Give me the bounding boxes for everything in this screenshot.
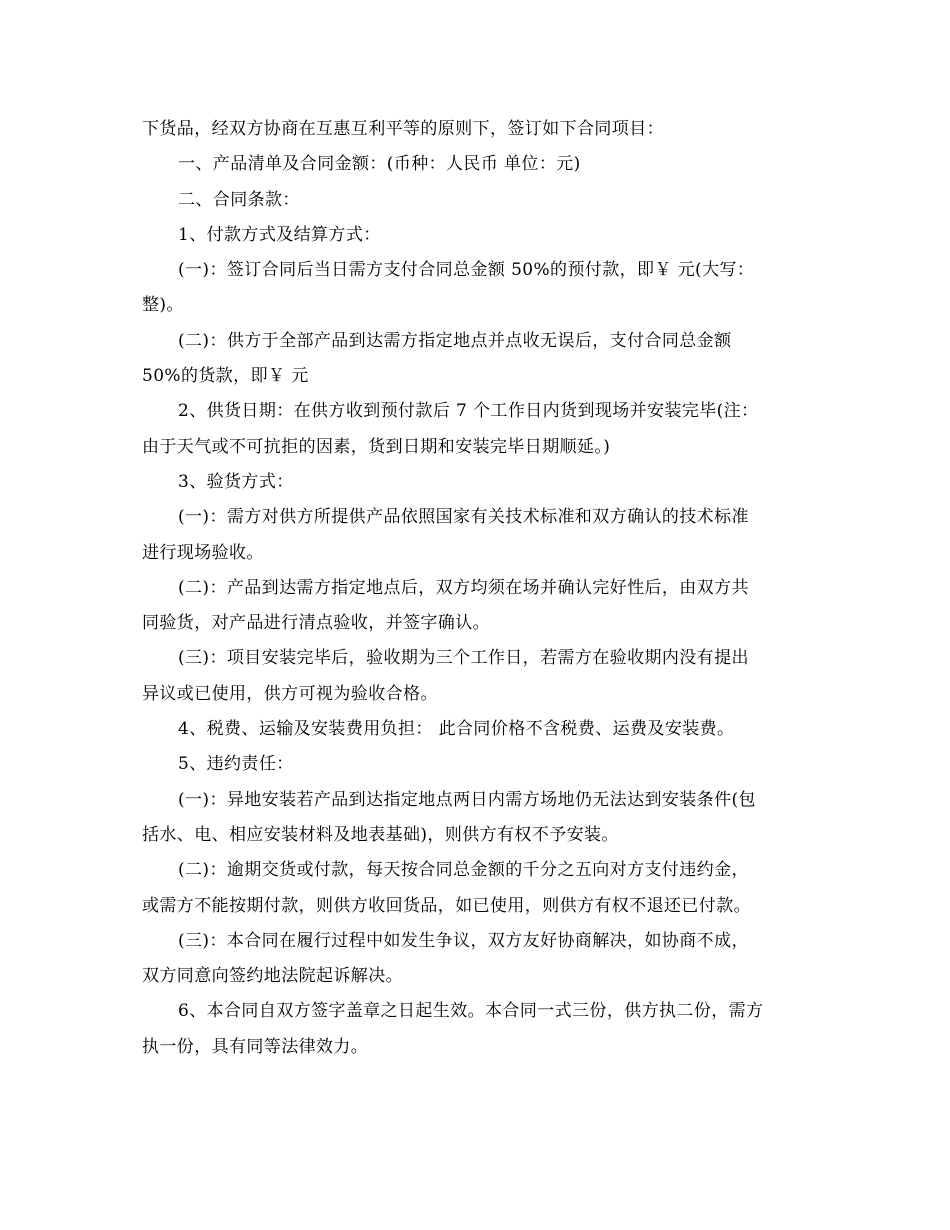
text-line: 双方同意向签约地法院起诉解决。 (142, 966, 403, 987)
text-line: (三)：项目安装完毕后，验收期为三个工作日，若需方在验收期内没有提出 (178, 648, 749, 669)
text-line: 下货品，经双方协商在互惠互利平等的原则下，签订如下合同项目： (142, 119, 664, 139)
text-line: 括水、电、相应安装材料及地表基础)，则供方有权不予安装。 (142, 824, 619, 845)
text-line: (二)：产品到达需方指定地点后，双方均须在场并确认完好性后，由双方共 (178, 577, 749, 598)
text-line: 4、税费、运输及安装费用负担： 此合同价格不含税费、运费及安装费。 (178, 719, 735, 740)
text-line: 6、本合同自双方签字盖章之日起生效。本合同一式三份，供方执二份，需方 (178, 1001, 764, 1022)
text-line: 5、违约责任： (178, 754, 294, 775)
text-line: 1、付款方式及结算方式： (178, 224, 381, 245)
text-line: 执一份，具有同等法律效力。 (142, 1036, 369, 1057)
text-line: (一)：需方对供方所提供产品依照国家有关技术标准和双方确认的技术标准 (178, 507, 749, 528)
text-line: (二)：供方于全部产品到达需方指定地点并点收无误后，支付合同总金额 (178, 330, 732, 351)
text-line: 50%的货款，即￥ 元 (142, 366, 309, 387)
text-line: 二、合同条款： (178, 189, 300, 210)
text-line: 2、供货日期：在供方收到预付款后 7 个工作日内货到现场并安装完毕(注： (178, 401, 759, 422)
text-line: 异议或已使用，供方可视为验收合格。 (142, 683, 438, 704)
text-line: (二)：逾期交货或付款，每天按合同总金额的千分之五向对方支付违约金， (178, 860, 749, 881)
text-line: 一、产品清单及合同金额：(币种：人民币 单位：元) (178, 154, 581, 175)
text-line: (三)：本合同在履行过程中如发生争议，双方友好协商解决，如协商不成， (178, 930, 749, 951)
text-line: 3、验货方式： (178, 471, 294, 492)
text-line: 或需方不能按期付款，则供方收回货品，如已使用，则供方有权不退还已付款。 (142, 895, 751, 916)
text-line: 同验货，对产品进行清点验收，并签字确认。 (142, 613, 490, 634)
text-line: 由于天气或不可抗拒的因素，货到日期和安装完毕日期顺延。) (142, 436, 611, 457)
contract-text-body (142, 112, 808, 1065)
text-line: 进行现场验收。 (142, 542, 264, 563)
text-line: (一)：异地安装若产品到达指定地点两日内需方场地仍无法达到安装条件(包 (178, 789, 756, 810)
text-line: 整)。 (142, 295, 184, 316)
text-line: (一)：签订合同后当日需方支付合同总金额 50%的预付款，即￥ 元(大写： (178, 260, 755, 281)
